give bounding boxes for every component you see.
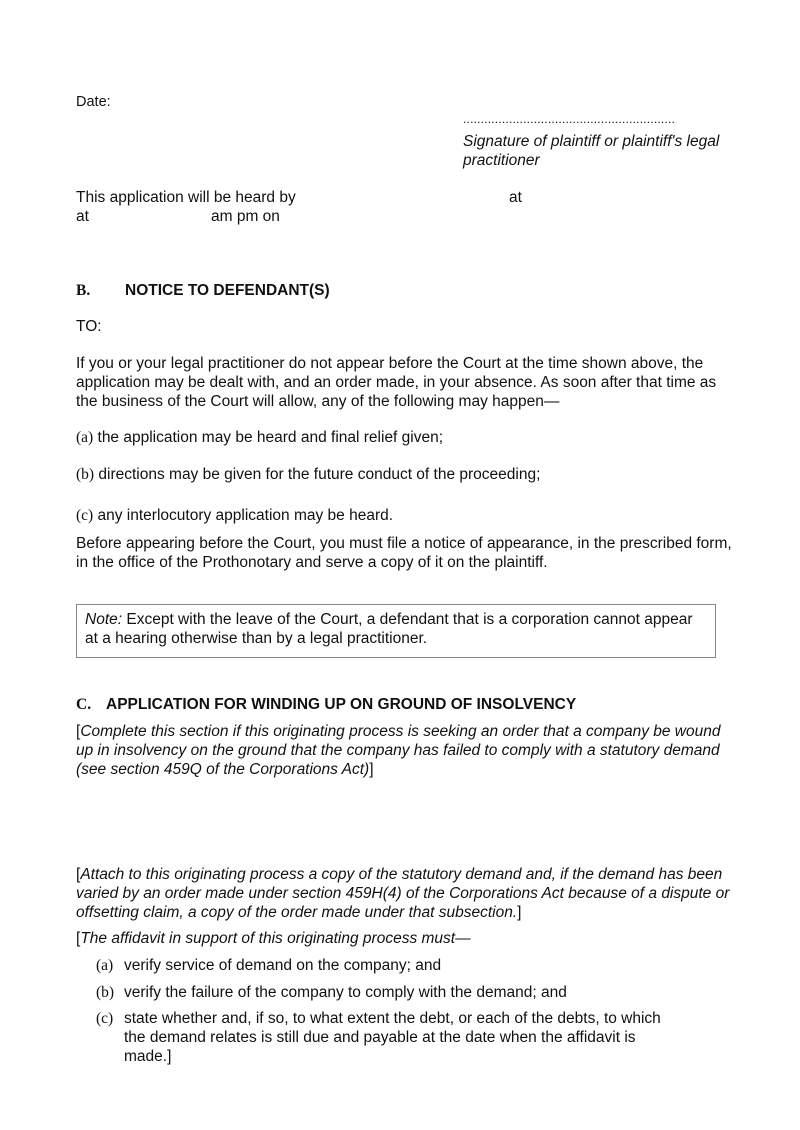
instruction-complete-text: Complete this section if this originating process is seeking an order that a company be wound up in insolvency on the ground that the company has failed to comply with a statutory demand (see section 459Q of the Corporations Act) xyxy=(76,723,721,778)
notice-item-b xyxy=(76,465,540,484)
heard-by-text: This application will be heard by xyxy=(76,189,296,206)
instruction-attach-demand: [Attach to this originating process a copy of the statutory demand and, if the demand has been varied by an order made under section 459H(4) of the Corporations Act because of a dispute or offsetting claim, a copy of the order made under that subsection.] xyxy=(76,866,730,921)
notice-item-a-label: (a) xyxy=(76,429,94,446)
affidavit-item-a-text: verify service of demand on the company; and xyxy=(124,957,442,974)
instruction-attach-text: Attach to this originating process a copy of the statutory demand and, if the demand has been varied by an order made under section 459H(4) of the Corporations Act because of a dispute or offsetting claim, a copy of the order made under that subsection. xyxy=(76,866,730,921)
date-label: Date: xyxy=(76,94,111,110)
heard-at-venue-text: at xyxy=(509,189,522,206)
affidavit-item-c xyxy=(96,1009,686,1066)
affidavit-item-b-label: (b) xyxy=(96,984,115,1001)
notice-item-b-text: directions may be given for the future conduct of the proceeding; xyxy=(94,466,541,483)
signature-caption-line-1: Signature of plaintiff or plaintiff's legal xyxy=(463,133,720,150)
affidavit-item-a-label: (a) xyxy=(96,957,114,974)
notice-item-c xyxy=(76,506,393,525)
section-b-letter: B. xyxy=(76,282,91,299)
note-label: Note: xyxy=(85,611,123,628)
notice-item-b-label: (b) xyxy=(76,466,95,483)
appearance-paragraph: Before appearing before the Court, you must file a notice of appearance, in the prescribed form, in the office of the Prothonotary and serve a copy of it on the plaintiff. xyxy=(76,535,732,571)
notice-intro-paragraph: If you or your legal practitioner do not appear before the Court at the time shown above, the application may be dealt with, and an order made, in your absence. As soon after that time as the business of the Court will allow, any of the following may happen— xyxy=(76,355,717,410)
affidavit-item-c-text: state whether and, if so, to what extent the debt, or each of the debts, to which the demand relates is still due and payable at the date when the affidavit is made.] xyxy=(124,1010,661,1065)
affidavit-item-b-text: verify the failure of the company to comply with the demand; and xyxy=(124,984,567,1001)
instruction-complete-section: [Complete this section if this originating process is seeking an order that a company be wound up in insolvency on the ground that the company has failed to comply with a statutory demand (see section 459Q of the Corporations Act)] xyxy=(76,723,721,778)
to-label: TO: xyxy=(76,318,102,335)
note-text: Except with the leave of the Court, a defendant that is a corporation cannot appear at a hearing otherwise than by a legal practitioner. xyxy=(85,611,693,647)
section-c-title: APPLICATION FOR WINDING UP ON GROUND OF INSOLVENCY xyxy=(106,696,577,713)
affidavit-intro-text: The affidavit in support of this originating process must— xyxy=(80,930,471,947)
signature-line: ............................................................ xyxy=(463,112,676,126)
note-box xyxy=(76,604,716,658)
affidavit-item-a xyxy=(96,956,716,975)
affidavit-item-b xyxy=(96,983,716,1002)
notice-item-c-label: (c) xyxy=(76,507,94,524)
heard-at-time-text: at xyxy=(76,208,89,225)
signature-caption-line-2: practitioner xyxy=(463,152,540,169)
section-c-letter: C. xyxy=(76,696,92,713)
affidavit-item-c-label: (c) xyxy=(96,1010,114,1027)
notice-item-c-text: any interlocutory application may be heard. xyxy=(93,507,394,524)
notice-item-a xyxy=(76,428,443,447)
notice-item-a-text: the application may be heard and final relief given; xyxy=(93,429,444,446)
affidavit-intro: [The affidavit in support of this originating process must— xyxy=(76,930,471,947)
am-pm-on-text: am pm on xyxy=(211,208,280,225)
section-b-title: NOTICE TO DEFENDANT(S) xyxy=(125,282,330,299)
